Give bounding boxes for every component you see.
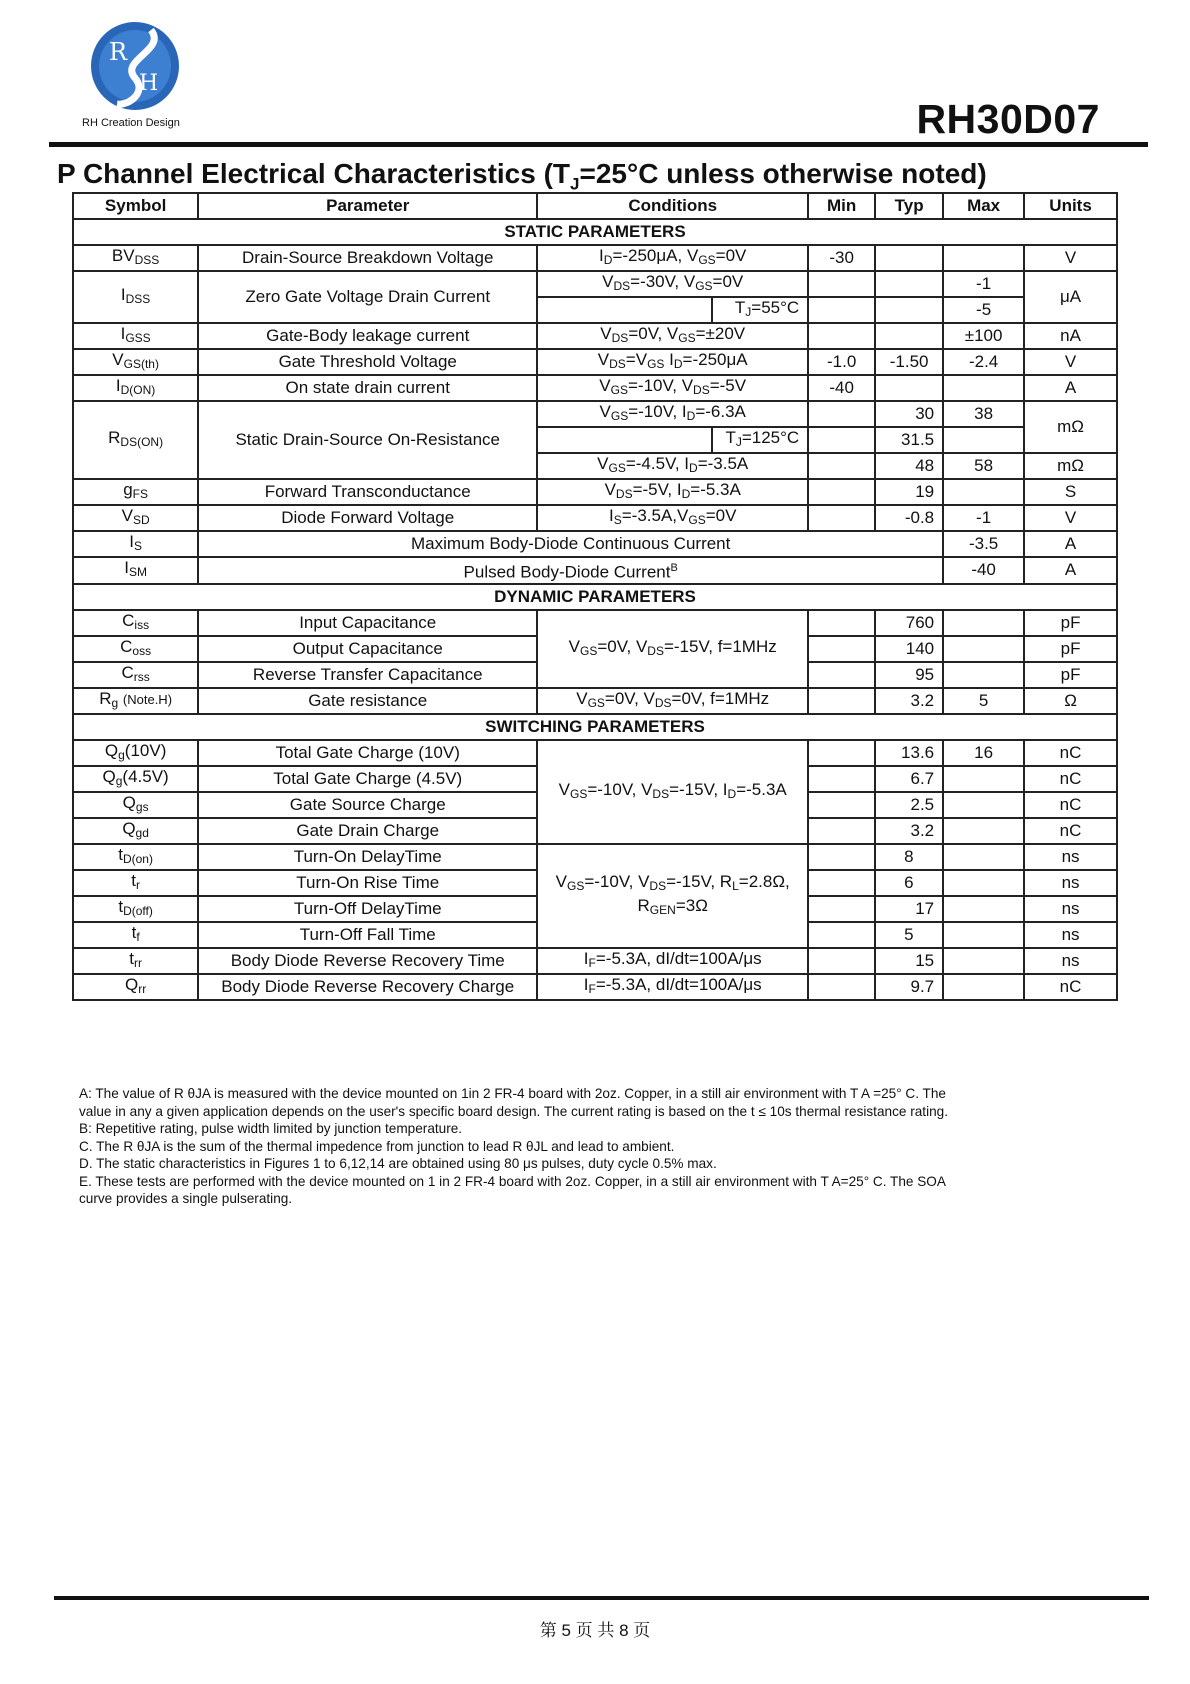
table-row: $T_J=125^\circ C$ 31.5: [73, 427, 1117, 453]
note-b: B: Repetitive rating, pulse width limited by junction temperature.: [79, 1121, 463, 1136]
note-a-cont: value in any a given application depends on the user's specific board design. The current rating is based on the t ≤ 10s thermal resistance rating.: [79, 1103, 948, 1119]
section-switching: SWITCHING PARAMETERS: [73, 714, 1117, 740]
page-number: 第 5 页 共 8 页: [539, 1621, 651, 1640]
page-title: P Channel Electrical Characteristics ($T_J=25^\circ C$ unless otherwise noted): [57, 158, 987, 194]
table-row: $V_{SD}$ Diode Forward Voltage $I_S=-3.5A,V_{GS}=0V$ -0.8 -1 V: [73, 505, 1117, 531]
footer-rule: [54, 1596, 1149, 1600]
col-header-typ: Typ: [875, 193, 943, 219]
col-header-units: Units: [1024, 193, 1117, 219]
section-static: STATIC PARAMETERS: [73, 219, 1117, 245]
col-header-parameter: Parameter: [198, 193, 537, 219]
footnotes: [79, 1085, 1039, 1208]
col-header-min: Min: [808, 193, 875, 219]
note-e: E. These tests are performed with the device mounted on 1 in 2 FR-4 board with 2oz. Copper, in a still air environment with T A=25° C. The SOA: [79, 1173, 946, 1189]
note-c: C. The R θJA is the sum of the thermal impedence from junction to lead R θJL and lead to ambient.: [79, 1138, 675, 1154]
table-row: $Q_{rr}$ Body Diode Reverse Recovery Charge $I_F=-5.3A$, dI/dt=100A/μs 9.7 nC: [73, 974, 1117, 1000]
note-a: A: The value of R θJA is measured with the device mounted on 1in 2 FR-4 board with 2oz. Copper, in a still air environment with T A =25° C. The: [79, 1086, 946, 1101]
col-header-max: Max: [943, 193, 1024, 219]
table-row: $I_S$ Maximum Body-Diode Continuous Current -3.5 A: [73, 531, 1117, 557]
table-row: $C_{rss}$ Reverse Transfer Capacitance 95 pF: [73, 662, 1117, 688]
table-row: $t_{D(off)}$ Turn-Off DelayTime 17 ns: [73, 896, 1117, 922]
logo-caption: RH Creation Design: [82, 117, 180, 129]
table-row: $T_J=55^\circ C$ -5: [73, 297, 1117, 323]
header-rule: [49, 142, 1148, 147]
table-row: $t_r$ Turn-On Rise Time 6 ns: [73, 870, 1117, 896]
table-row: $I_{DSS}$ Zero Gate Voltage Drain Current $V_{DS}=-30V$, $V_{GS}=0V$ -1 μA: [73, 271, 1117, 297]
table-row: $R_{DS(ON)}$ Static Drain-Source On-Resistance $V_{GS}=-10V$, $I_D=-6.3A$ 30 38 mΩ: [73, 401, 1117, 427]
svg-text:H: H: [139, 71, 159, 96]
rh-logo-icon: [89, 20, 181, 112]
table-row: $g_{FS}$ Forward Transconductance $V_{DS}=-5V$, $I_D=-5.3A$ 19 S: [73, 479, 1117, 505]
table-row: $C_{oss}$ Output Capacitance 140 pF: [73, 636, 1117, 662]
table-row: $t_f$ Turn-Off Fall Time 5 ns: [73, 922, 1117, 948]
svg-text:R: R: [109, 38, 128, 66]
col-header-symbol: Symbol: [73, 193, 198, 219]
table-row: $Q_g(10V)$ Total Gate Charge (10V) $V_{GS}=-10V$, $V_{DS}=-15V$, $I_D=-5.3A$ 13.6 16 nC: [73, 740, 1117, 766]
table-row: $Q_g(4.5V)$ Total Gate Charge (4.5V) 6.7 nC: [73, 766, 1117, 792]
table-row: $I_{SM}$ Pulsed Body-Diode Current$^B$ -40 A: [73, 557, 1117, 584]
table-row: $V_{GS(th)}$ Gate Threshold Voltage $V_{DS}=V_{GS}$ $I_D=-250\mu A$ -1.0 -1.50 -2.4 V: [73, 349, 1117, 375]
col-header-conditions: Conditions: [537, 193, 808, 219]
table-row: $Q_{gs}$ Gate Source Charge 2.5 nC: [73, 792, 1117, 818]
table-row: $I_{D(ON)}$ On state drain current $V_{GS}=-10V$, $V_{DS}=-5V$ -40 A: [73, 375, 1117, 401]
table-row: $R_g$ (Note.H) Gate resistance $V_{GS}=0V$, $V_{DS}=0V$, f=1MHz 3.2 5 Ω: [73, 688, 1117, 714]
table-row: $BV_{DSS}$ Drain-Source Breakdown Voltage $I_D=-250\mu A$, $V_{GS}=0V$ -30 V: [73, 245, 1117, 271]
table-row: $C_{iss}$ Input Capacitance $V_{GS}=0V$, $V_{DS}=-15V$, f=1MHz 760 pF: [73, 610, 1117, 636]
section-dynamic: DYNAMIC PARAMETERS: [73, 584, 1117, 610]
note-d: D. The static characteristics in Figures 1 to 6,12,14 are obtained using 80 μs pulses, duty cycle 0.5% max.: [79, 1156, 717, 1171]
note-e-cont: curve provides a single pulserating.: [79, 1191, 293, 1206]
electrical-characteristics-table: [72, 192, 1118, 1001]
table-row: $t_{D(on)}$ Turn-On DelayTime $V_{GS}=-10V$, $V_{DS}=-15V$, $R_L=2.8\Omega$, $R_{GEN}=3\Omega$ 8 ns: [73, 844, 1117, 870]
table-row: $V_{GS}=-4.5V$, $I_D=-3.5A$ 48 58 mΩ: [73, 453, 1117, 479]
table-row: $Q_{gd}$ Gate Drain Charge 3.2 nC: [73, 818, 1117, 844]
table-row: $I_{GSS}$ Gate-Body leakage current $V_{DS}=0V$, $V_{GS}=\pm 20V$ ±100 nA: [73, 323, 1117, 349]
part-number: RH30D07: [916, 96, 1100, 142]
table-row: $t_{rr}$ Body Diode Reverse Recovery Time $I_F=-5.3A$, dI/dt=100A/μs 15 ns: [73, 948, 1117, 974]
table-header-row: [73, 193, 1117, 219]
